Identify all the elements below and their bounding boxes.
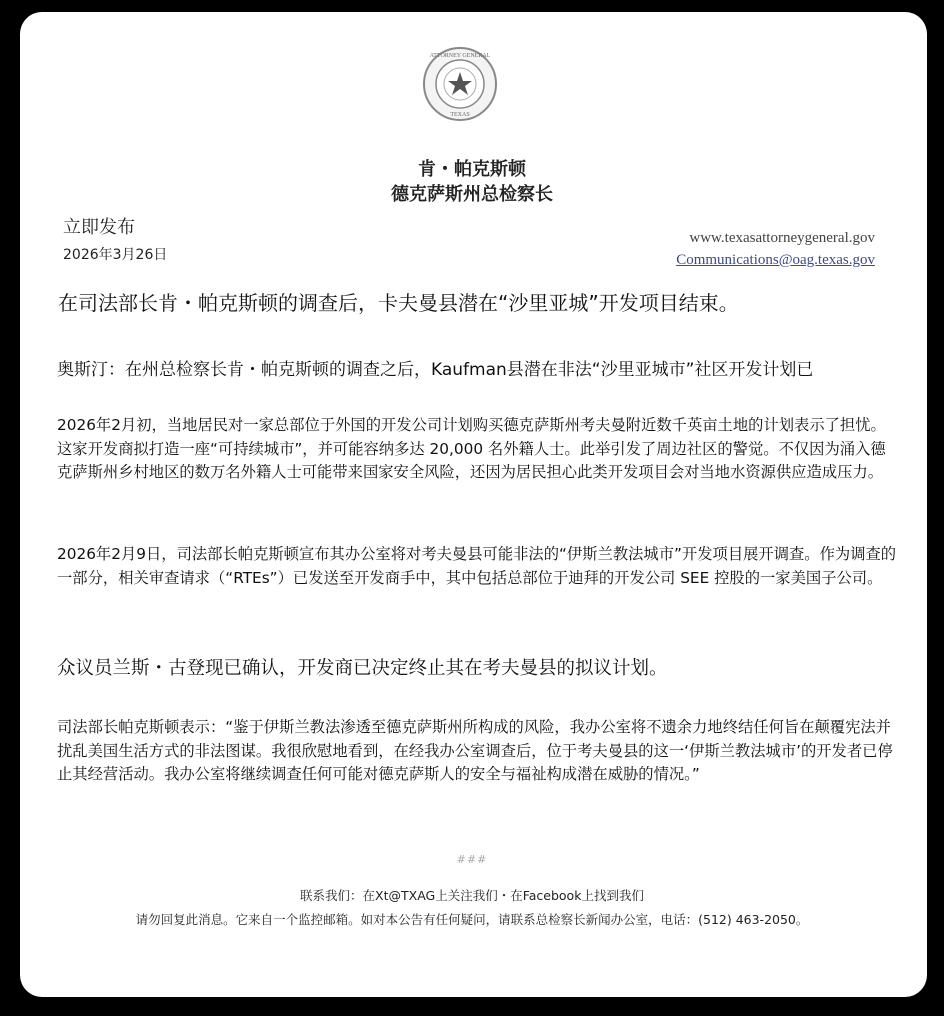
texas-attorney-general-seal-icon — [422, 46, 498, 122]
end-separator: ### — [456, 853, 488, 866]
paragraph-background: 2026年2月初，当地居民对一家总部位于外国的开发公司计划购买德克萨斯州考夫曼附近数千英亩土地的计划表示了担忧。这家开发商拟打造一座“可持续城市”，并可能容纳多达 20,000 名外籍人士。此举引发了周边社区的警觉。不仅因为涌入德克萨斯州乡村地区的数万名外籍人士可能带来国家安全风险，还因为居民担心此类开发项目会对当地水资源供应造成压力。 — [57, 416, 886, 481]
svg-text:TEXAS: TEXAS — [450, 112, 470, 118]
footer-notice: 请勿回复此消息。它来自一个监控邮箱。如对本公告有任何疑问，请联系总检察长新闻办公室，电话：(512) 463-2050。 — [135, 912, 809, 927]
release-label: 立即发布 — [63, 217, 135, 238]
release-date: 2026年3月26日 — [63, 247, 168, 263]
quote-paragraph: 司法部长帕克斯顿表示：“鉴于伊斯兰教法渗透至德克萨斯州所构成的风险，我办公室将不遗余力地终结任何旨在颠覆宪法并扰乱美国生活方式的非法图谋。我很欣慰地看到，在经我办公室调查后，位于考夫曼县的这一‘伊斯兰教法城市’的开发者已停止其经营活动。我办公室将继续调查任何可能对德克萨斯人的安全与福祉构成潜在威胁的情况。” — [57, 718, 893, 783]
subheadline: 奥斯汀：在州总检察长肯・帕克斯顿的调查之后，Kaufman县潜在非法“沙里亚城市”社区开发计划已 — [57, 360, 814, 380]
footer-social: 联系我们：在Xt@TXAG上关注我们・在Facebook上找到我们 — [300, 888, 644, 903]
website-link[interactable]: www.texasattorneygeneral.gov — [689, 230, 875, 246]
official-name: 肯・帕克斯顿 — [418, 159, 526, 180]
email-link[interactable]: Communications@oag.texas.gov — [676, 252, 875, 268]
svg-text:ATTORNEY GENERAL: ATTORNEY GENERAL — [429, 53, 491, 59]
headline: 在司法部长肯・帕克斯顿的调查后，卡夫曼县潜在“沙里亚城”开发项目结束。 — [58, 291, 739, 315]
official-title: 德克萨斯州总检察长 — [391, 184, 553, 205]
contact-block — [676, 227, 875, 271]
paragraph-investigation: 2026年2月9日，司法部长帕克斯顿宣布其办公室将对考夫曼县可能非法的“伊斯兰教法城市”开发项目展开调查。作为调查的一部分，相关审查请求（“RTEs”）已发送至开发商手中，其中包括总部位于迪拜的开发公司 SEE 控股的一家美国子公司。 — [57, 545, 897, 587]
callout-statement: 众议员兰斯・古登现已确认，开发商已决定终止其在考夫曼县的拟议计划。 — [57, 658, 668, 679]
